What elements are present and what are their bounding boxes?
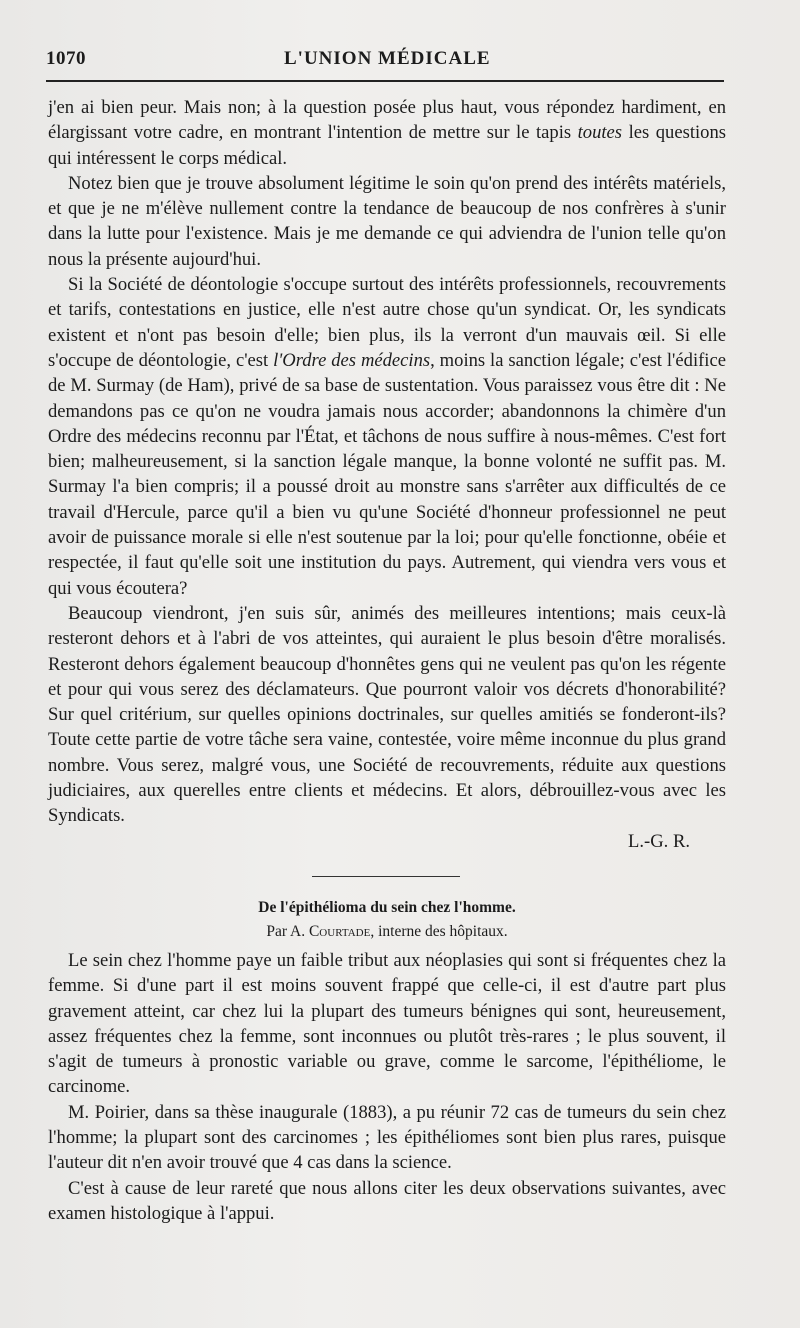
header-rule (46, 80, 724, 82)
article-paragraph-2: M. Poirier, dans sa thèse inaugurale (1883), a pu réunir 72 cas de tumeurs du sein chez l'homme; la plupart sont des carcinomes ; les épithéliomes sont bien plus rares, puisque l'auteur dit n'en avoir trouvé que 4 cas dans la science. (48, 1101, 726, 1174)
article-paragraph-3: C'est à cause de leur rareté que nous allons citer les deux observations suivantes, avec examen histologique à l'appui. (48, 1177, 726, 1224)
letter-paragraph-3: Si la Société de déontologie s'occupe surtout des intérêts professionnels, recouvrements et tarifs, contestations en justice, elle n'est autre chose qu'un syndicat. Or, les syndicats existent et n'ont pas besoin d'elle; bien plus, ils la verront d'un mauvais œil. Si elle s'occupe de déontologie, c'est l'Ordre des médecins, moins la sanction légale; c'est l'édifice de M. Surmay (de Ham), privé de sa base de sustentation. Vous paraissez vous être dit : Ne demandons pas ce qu'on ne voudra jamais nous accorder; abandonnons la chimère d'un Ordre des médecins reconnu par l'État, et tâchons de nous suffire à nous-mêmes. C'est fort bien; malheureusement, si la sanction légale manque, la bonne volonté ne suffit pas. M. Surmay l'a bien compris; il a poussé droit au monstre sans s'arrêter aux difficultés de ce travail d'Hercule, parce qu'il a bien vu qu'une Société d'honneur professionnel ne peut avoir de puissance morale si elle n'est soutenue par la loi; pour qu'elle fonctionne, obéie et respectée, il faut qu'elle soit une institution du pays. Autrement, qui viendra vers vous et qui vous écoutera? (48, 274, 726, 599)
article-byline: Par A. Courtade, interne des hôpitaux. (266, 922, 508, 940)
separator-wrap (48, 854, 726, 890)
article-title: De l'épithélioma du sein chez l'homme. (258, 898, 516, 916)
letter-paragraph-4: Beaucoup viendront, j'en suis sûr, animés des meilleures intentions; mais ceux-là resteront dehors et à l'abri de vos atteintes, qui auraient le plus besoin d'être moralisés. Resteront dehors également beaucoup d'honnêtes gens qui ne veulent pas qu'on les régente et pour qui vous serez des déclamateurs. Que pourront valoir vos décrets d'honorabilité? Sur quel critérium, sur quelles opinions doctrinales, sur quelles amitiés se fonderont-ils? Toute cette partie de votre tâche sera vaine, contestée, voire même inconnue du plus grand nombre. Vous serez, malgré vous, une Société de recouvrements, réduite aux questions judiciaires, aux querelles entre clients et médecins. Et alors, débrouillez-vous avec les Syndicats. (48, 602, 726, 827)
author-name: Courtade (308, 922, 371, 940)
letter-paragraph-2: Notez bien que je trouve absolument légitime le soin qu'on prend des intérêts matériels, et que je ne m'élève nullement contre la tendance de beaucoup de nos confrères à s'unir dans la lutte pour l'existence. Mais je me demande ce qui adviendra de l'union telle qu'on nous la présente aujourd'hui. (48, 172, 726, 270)
page-number: 1070 (46, 48, 86, 69)
page-header (46, 44, 724, 76)
main-text (48, 95, 726, 1226)
letter-paragraph-1: j'en ai bien peur. Mais non; à la question posée plus haut, vous répondez hardiment, en élargissant votre cadre, en montrant l'intention de mettre sur le tapis toutes les questions qui intéressent le corps médical. (48, 97, 726, 169)
running-title: L'UNION MÉDICALE (284, 48, 491, 69)
separator (312, 876, 460, 877)
signature: L.-G. R. (628, 830, 690, 852)
article-paragraph-1: Le sein chez l'homme paye un faible tribut aux néoplasies qui sont si fréquentes chez la femme. Si d'une part il est moins souvent frappé que celle-ci, il est d'autre part plus gravement atteint, car chez lui la plupart des tumeurs bénignes qui sont, heureusement, assez fréquentes chez la femme, sont inconnues ou plutôt très-rares ; le plus souvent, il s'agit de tumeurs à pronostic variable ou grave, comme le sarcome, l'épithéliome, le carcinome. (48, 949, 726, 1098)
article-body (48, 948, 726, 1226)
